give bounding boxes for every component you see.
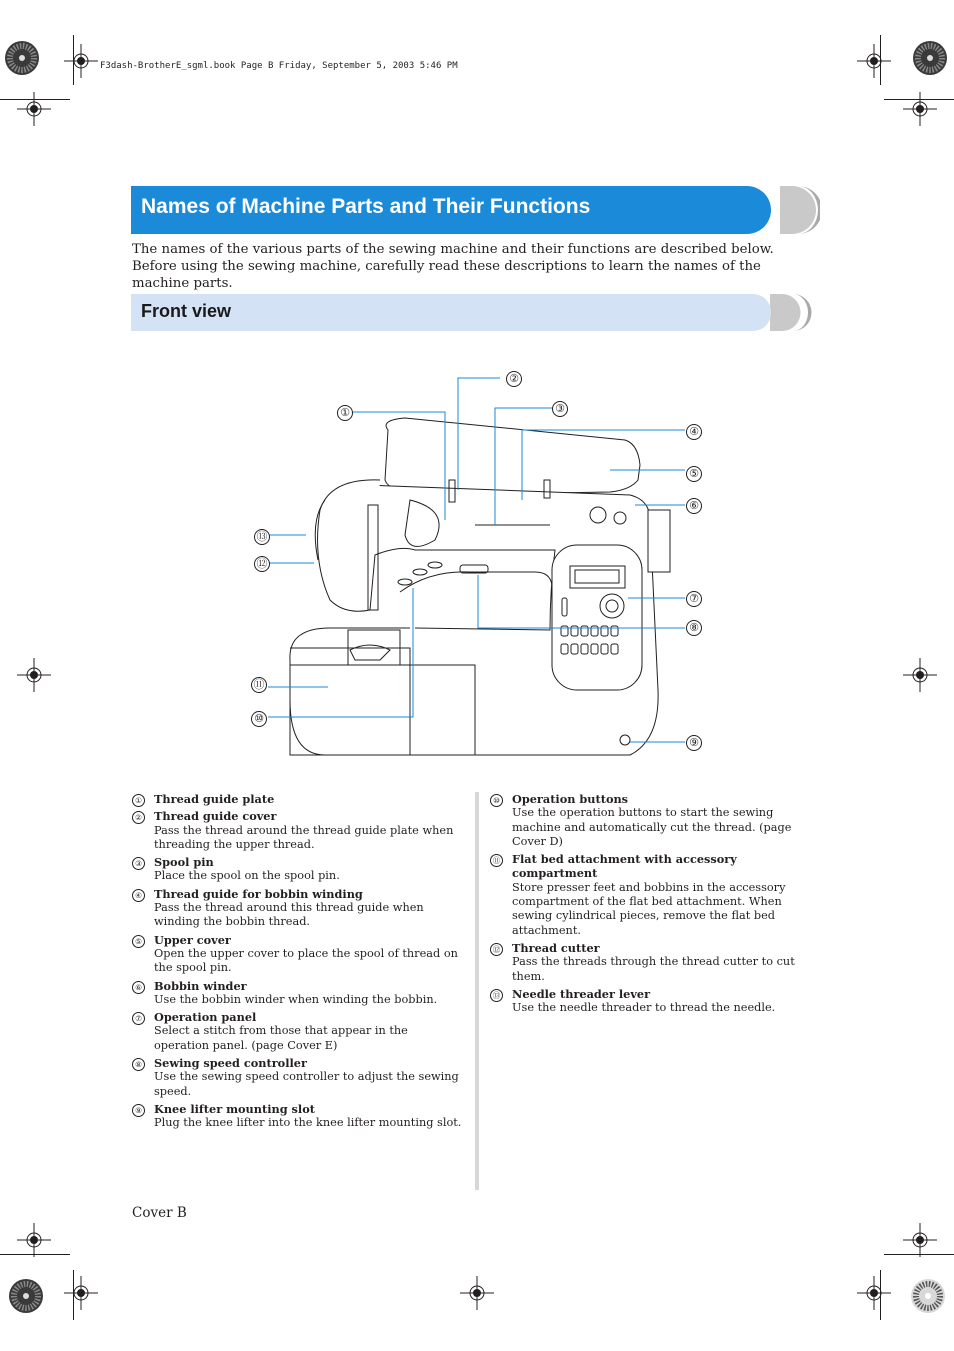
- callout-11: ⑪: [251, 677, 267, 693]
- registration-mark-icon: [857, 1276, 891, 1310]
- registration-mark-icon: [64, 44, 98, 78]
- list-item: ⑨ Knee lifter mounting slot Plug the knee lifter into the knee lifter mounting slot.: [132, 1102, 462, 1131]
- callout-7: ⑦: [686, 591, 702, 607]
- intro-paragraph: The names of the various parts of the sewing machine and their functions are described below. Before using the sewing machine, carefully read these descriptions to learn the names of the machine parts.: [132, 242, 774, 291]
- rosette-mark-icon: [910, 1278, 946, 1314]
- callout-5: ⑤: [686, 466, 702, 482]
- list-item: ⑪ Flat bed attachment with accessory compartment Store presser feet and bobbins in the accessory compartment of the flat bed attachment. When sewing cylindrical pieces, remove the flat bed attachment.: [490, 852, 820, 938]
- list-item: ① Thread guide plate: [132, 792, 462, 806]
- list-item: ⑬ Needle threader lever Use the needle threader to thread the needle.: [490, 987, 820, 1016]
- callout-9: ⑨: [686, 735, 702, 751]
- sewing-machine-illustration: [230, 360, 730, 770]
- list-item: ② Thread guide cover Pass the thread around the thread guide plate when threading the upper thread.: [132, 809, 462, 852]
- callout-6: ⑥: [686, 498, 702, 514]
- callout-3: ③: [552, 401, 568, 417]
- callout-1: ①: [337, 405, 353, 421]
- rosette-mark-icon: [912, 40, 948, 76]
- page-title: Names of Machine Parts and Their Functions: [141, 195, 591, 218]
- registration-mark-icon: [17, 658, 51, 692]
- callout-2: ②: [506, 371, 522, 387]
- parts-list-left: [132, 792, 462, 1134]
- registration-mark-icon: [64, 1276, 98, 1310]
- list-item: ⑦ Operation panel Select a stitch from those that appear in the operation panel. (page Cover E): [132, 1010, 462, 1053]
- rosette-mark-icon: [4, 40, 40, 76]
- callout-8: ⑧: [686, 620, 702, 636]
- registration-mark-icon: [17, 1223, 51, 1257]
- callout-4: ④: [686, 424, 702, 440]
- list-item: ⑧ Sewing speed controller Use the sewing speed controller to adjust the sewing speed.: [132, 1056, 462, 1099]
- list-item: ③ Spool pin Place the spool on the spool pin.: [132, 855, 462, 884]
- registration-mark-icon: [903, 1223, 937, 1257]
- callout-13: ⑬: [254, 529, 270, 545]
- callout-12: ⑫: [254, 556, 270, 572]
- registration-mark-icon: [460, 1276, 494, 1310]
- rosette-mark-icon: [8, 1278, 44, 1314]
- list-item: ⑤ Upper cover Open the upper cover to place the spool of thread on the spool pin.: [132, 933, 462, 976]
- registration-mark-icon: [903, 92, 937, 126]
- section-heading: Front view: [141, 301, 232, 321]
- column-divider: [475, 792, 479, 1190]
- list-item: ⑫ Thread cutter Pass the threads through the thread cutter to cut them.: [490, 941, 820, 984]
- callout-10: ⑩: [251, 711, 267, 727]
- list-item: ⑥ Bobbin winder Use the bobbin winder when winding the bobbin.: [132, 979, 462, 1008]
- registration-mark-icon: [17, 92, 51, 126]
- registration-mark-icon: [857, 44, 891, 78]
- page-number: Cover B: [132, 1205, 187, 1221]
- list-item: ④ Thread guide for bobbin winding Pass the thread around this thread guide when winding the bobbin thread.: [132, 887, 462, 930]
- parts-list-right: [490, 792, 820, 1018]
- list-item: ⑩ Operation buttons Use the operation buttons to start the sewing machine and automatically cut the thread. (page Cover D): [490, 792, 820, 849]
- print-header: F3dash-BrotherE_sgml.book Page B Friday, September 5, 2003 5:46 PM: [100, 61, 458, 71]
- registration-mark-icon: [903, 658, 937, 692]
